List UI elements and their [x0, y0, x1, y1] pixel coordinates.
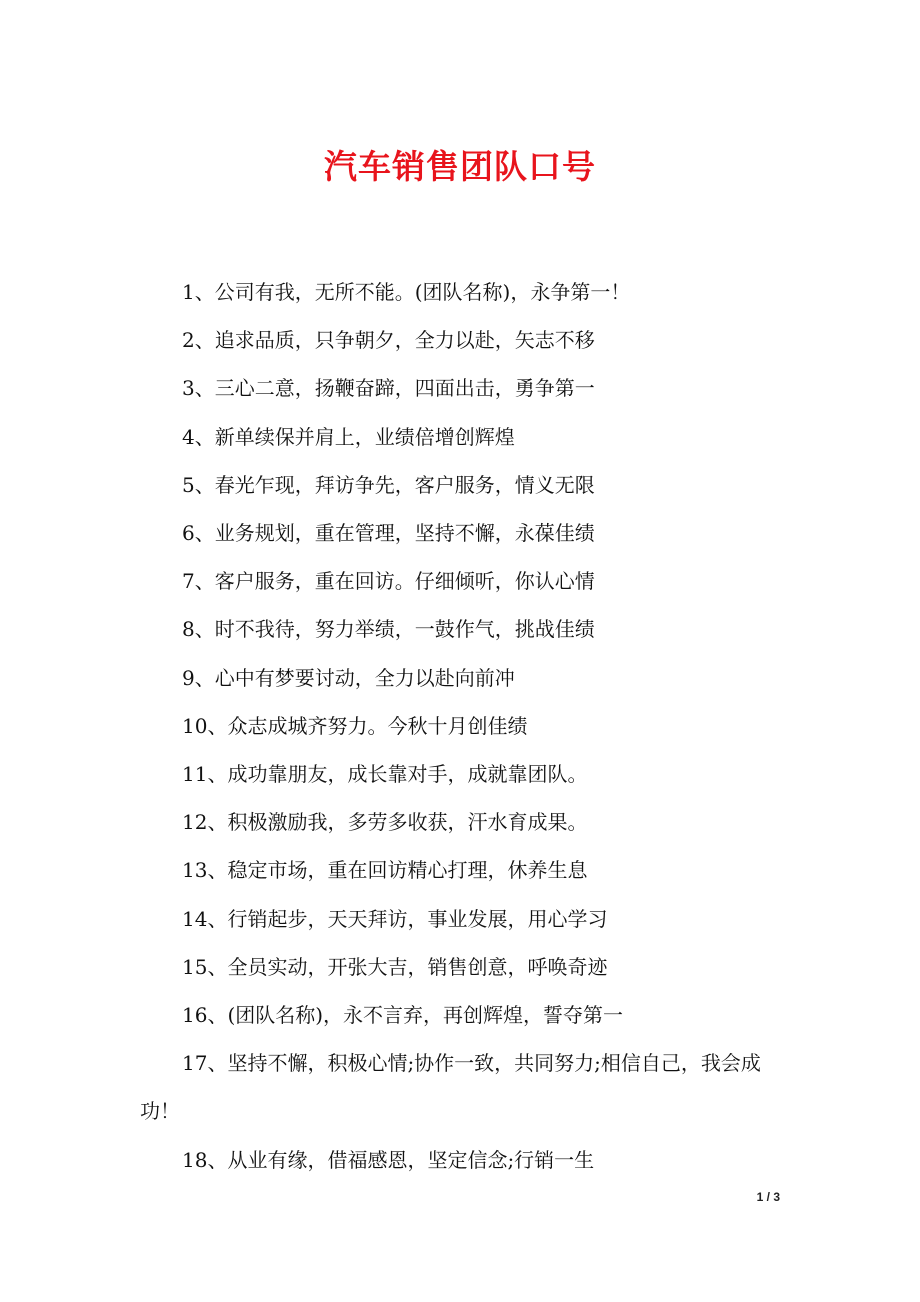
- slogan-item-8: 8、时不我待，努力举绩，一鼓作气，挑战佳绩: [182, 617, 595, 642]
- slogan-item-10: 10、众志成城齐努力。今秋十月创佳绩: [182, 713, 528, 738]
- document-body: [140, 268, 780, 1184]
- slogan-item-1: 1、公司有我，无所不能。(团队名称)，永争第一！: [182, 280, 631, 304]
- slogan-item-18: 18、从业有缘，借福感恩，坚定信念;行销一生: [182, 1147, 595, 1172]
- slogan-item-9: 9、心中有梦要讨动，全力以赴向前冲: [182, 665, 515, 690]
- slogan-item-7: 7、客户服务，重在回访。仔细倾听，你认心情: [182, 569, 595, 594]
- slogan-item-11: 11、成功靠朋友，成长靠对手，成就靠团队。: [182, 762, 588, 787]
- slogan-item-17: 17、坚持不懈，积极心情;协作一致，共同努力;相信自己，我会成功！: [140, 1051, 761, 1124]
- slogan-item-12: 12、积极激励我，多劳多收获，汗水育成果。: [182, 810, 588, 835]
- slogan-item-15: 15、全员实动，开张大吉，销售创意，呼唤奇迹: [182, 954, 608, 979]
- page-number: 1 / 3: [756, 1190, 780, 1204]
- slogan-item-2: 2、追求品质，只争朝夕，全力以赴，矢志不移: [182, 328, 595, 353]
- slogan-item-16: 16、(团队名称)，永不言弃，再创辉煌，誓夺第一: [182, 1003, 624, 1028]
- slogan-item-13: 13、稳定市场，重在回访精心打理，休养生息: [182, 858, 588, 883]
- slogan-item-3: 3、三心二意，扬鞭奋蹄，四面出击，勇争第一: [182, 376, 595, 401]
- slogan-item-14: 14、行销起步，天天拜访，事业发展，用心学习: [182, 906, 608, 931]
- slogan-item-4: 4、新单续保并肩上，业绩倍增创辉煌: [182, 424, 515, 449]
- document-title: 汽车销售团队口号: [324, 147, 596, 186]
- slogan-item-5: 5、春光乍现，拜访争先，客户服务，情义无限: [182, 472, 595, 497]
- slogan-item-6: 6、业务规划，重在管理，坚持不懈，永葆佳绩: [182, 521, 595, 546]
